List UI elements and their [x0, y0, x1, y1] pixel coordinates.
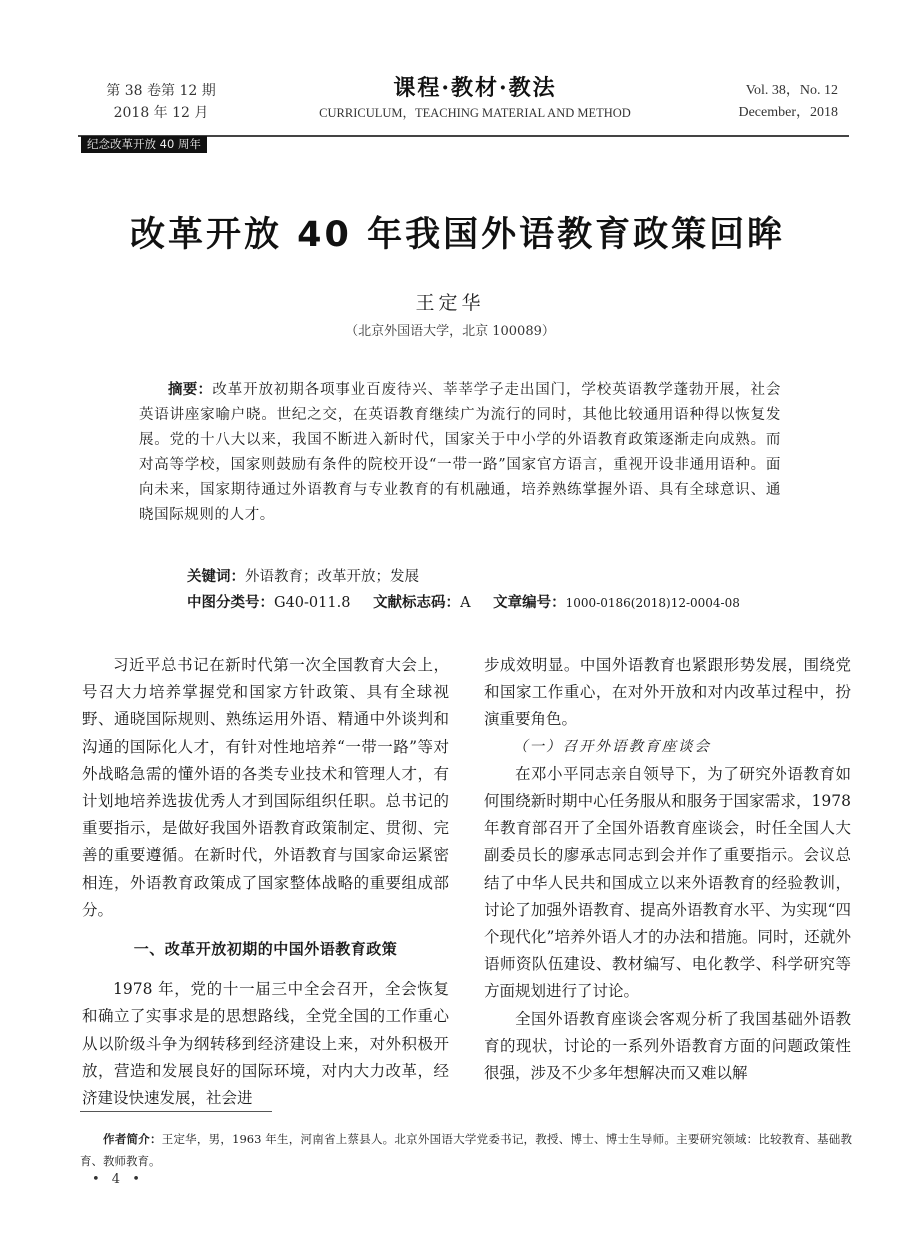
- paragraph: 步成效明显。中国外语教育也紧跟形势发展，围绕党和国家工作重心，在对外开放和对内改革过程中，扮演重要角色。: [484, 656, 851, 729]
- article-no-value: 1000-0186(2018)12-0004-08: [565, 596, 740, 610]
- doc-code-label: 文献标志码：: [373, 595, 461, 611]
- journal-name-cn: 课程·教材·教法: [393, 75, 557, 101]
- volume-issue-cn: 第 38 卷第 12 期: [106, 83, 216, 99]
- header-volume-block: [96, 80, 226, 124]
- clc-label: 中图分类号：: [187, 595, 274, 611]
- volume-issue-en: Vol. 38，No. 12: [745, 83, 838, 98]
- journal-name-en: CURRICULUM，TEACHING MATERIAL AND METHOD: [319, 106, 631, 120]
- abstract-label: 摘要：: [168, 382, 213, 398]
- paragraph: 全国外语教育座谈会客观分析了我国基础外语教育的现状，讨论的一系列外语教育方面的问题政策性很强，涉及不少多年想解决而又难以解: [484, 1009, 851, 1083]
- body-column-left: [82, 652, 449, 1112]
- subsection-heading: （一）召开外语教育座谈会: [513, 738, 711, 755]
- doc-code-value: A: [460, 595, 471, 611]
- classification-line: [187, 591, 740, 616]
- journal-masthead: [290, 74, 660, 122]
- paragraph: 习近平总书记在新时代第一次全国教育大会上，号召大力培养掌握党和国家方针政策、具有全球视野、通晓国际规则、熟练运用外语、精通中外谈判和沟通的国际化人才，有针对性地培养“一带一路”等对外战略急需的懂外语的各类专业技术和管理人才，有计划地培养选拔优秀人才到国际组织任职。总书记的重要指示，是做好我国外语教育政策制定、贯彻、完善的重要遵循。在新时代，外语教育与国家命运紧密相连，外语教育政策成了国家整体战略的重要组成部分。: [82, 656, 449, 919]
- keywords: [187, 565, 419, 590]
- article-title: 改革开放 40 年我国外语教育政策回眸: [130, 215, 786, 255]
- footnote-rule: [80, 1111, 272, 1112]
- abstract-text: 改革开放初期各项事业百废待兴、莘莘学子走出国门，学校英语教学蓬勃开展，社会英语讲座家喻户晓。世纪之交，在英语教育继续广为流行的同时，其他比较通用语种得以恢复发展。党的十八大以来，我国不断进入新时代，国家关于中小学的外语教育政策逐渐走向成熟。而对高等学校，国家则鼓励有条件的院校开设“一带一路”国家官方语言，重视开设非通用语种。面向未来，国家期待通过外语教育与专业教育的有机融通，培养熟练掌握外语、具有全球意识、通晓国际规则的人才。: [139, 382, 782, 523]
- footnote-label: 作者简介：: [103, 1132, 162, 1146]
- keywords-text: 外语教育；改革开放；发展: [245, 569, 419, 585]
- title-container: [130, 205, 786, 265]
- author-footnote: [80, 1128, 852, 1172]
- section-heading: 一、改革开放初期的中国外语教育政策: [133, 940, 398, 959]
- page-number: • 4 •: [92, 1172, 144, 1187]
- body-column-right: [484, 652, 851, 1087]
- article-no-label: 文章编号：: [493, 595, 566, 611]
- clc-value: G40-011.8: [274, 595, 351, 611]
- keywords-label: 关键词：: [187, 569, 245, 585]
- abstract: [139, 378, 781, 528]
- date-en: December，2018: [738, 105, 838, 120]
- footnote-text: 王定华，男，1963 年生，河南省上蔡县人。北京外国语大学党委书记，教授、博士、博士生导师。主要研究领域：比较教育、基础教育、教师教育。: [80, 1132, 853, 1168]
- paragraph: 1978 年，党的十一届三中全会召开，全会恢复和确立了实事求是的思想路线，全党全国的工作重心从以阶级斗争为纲转移到经济建设上来，对外积极开放，营造和发展良好的国际环境，对内大力改革，经济建设快速发展，社会进: [82, 980, 449, 1108]
- author-affiliation: （北京外国语大学，北京 100089）: [345, 324, 555, 339]
- date-cn: 2018 年 12 月: [113, 105, 209, 121]
- author-name: 王定华: [415, 292, 485, 314]
- section-tag: 纪念改革开放 40 周年: [81, 136, 207, 153]
- paragraph: 在邓小平同志亲自领导下，为了研究外语教育如何围绕新时期中心任务服从和服务于国家需求，1978 年教育部召开了全国外语教育座谈会，时任全国人大副委员长的廖承志同志到会并作了重要指示。会议总结了中华人民共和国成立以来外语教育的经验教训，讨论了加强外语教育、提高外语教育水平、为实现“四个现代化”培养外语人才的办法和措施。同时，还就外语师资队伍建设、教材编写、电化教学、科学研究等方面规划进行了讨论。: [484, 764, 851, 1001]
- header-volume-block-en: [678, 80, 838, 124]
